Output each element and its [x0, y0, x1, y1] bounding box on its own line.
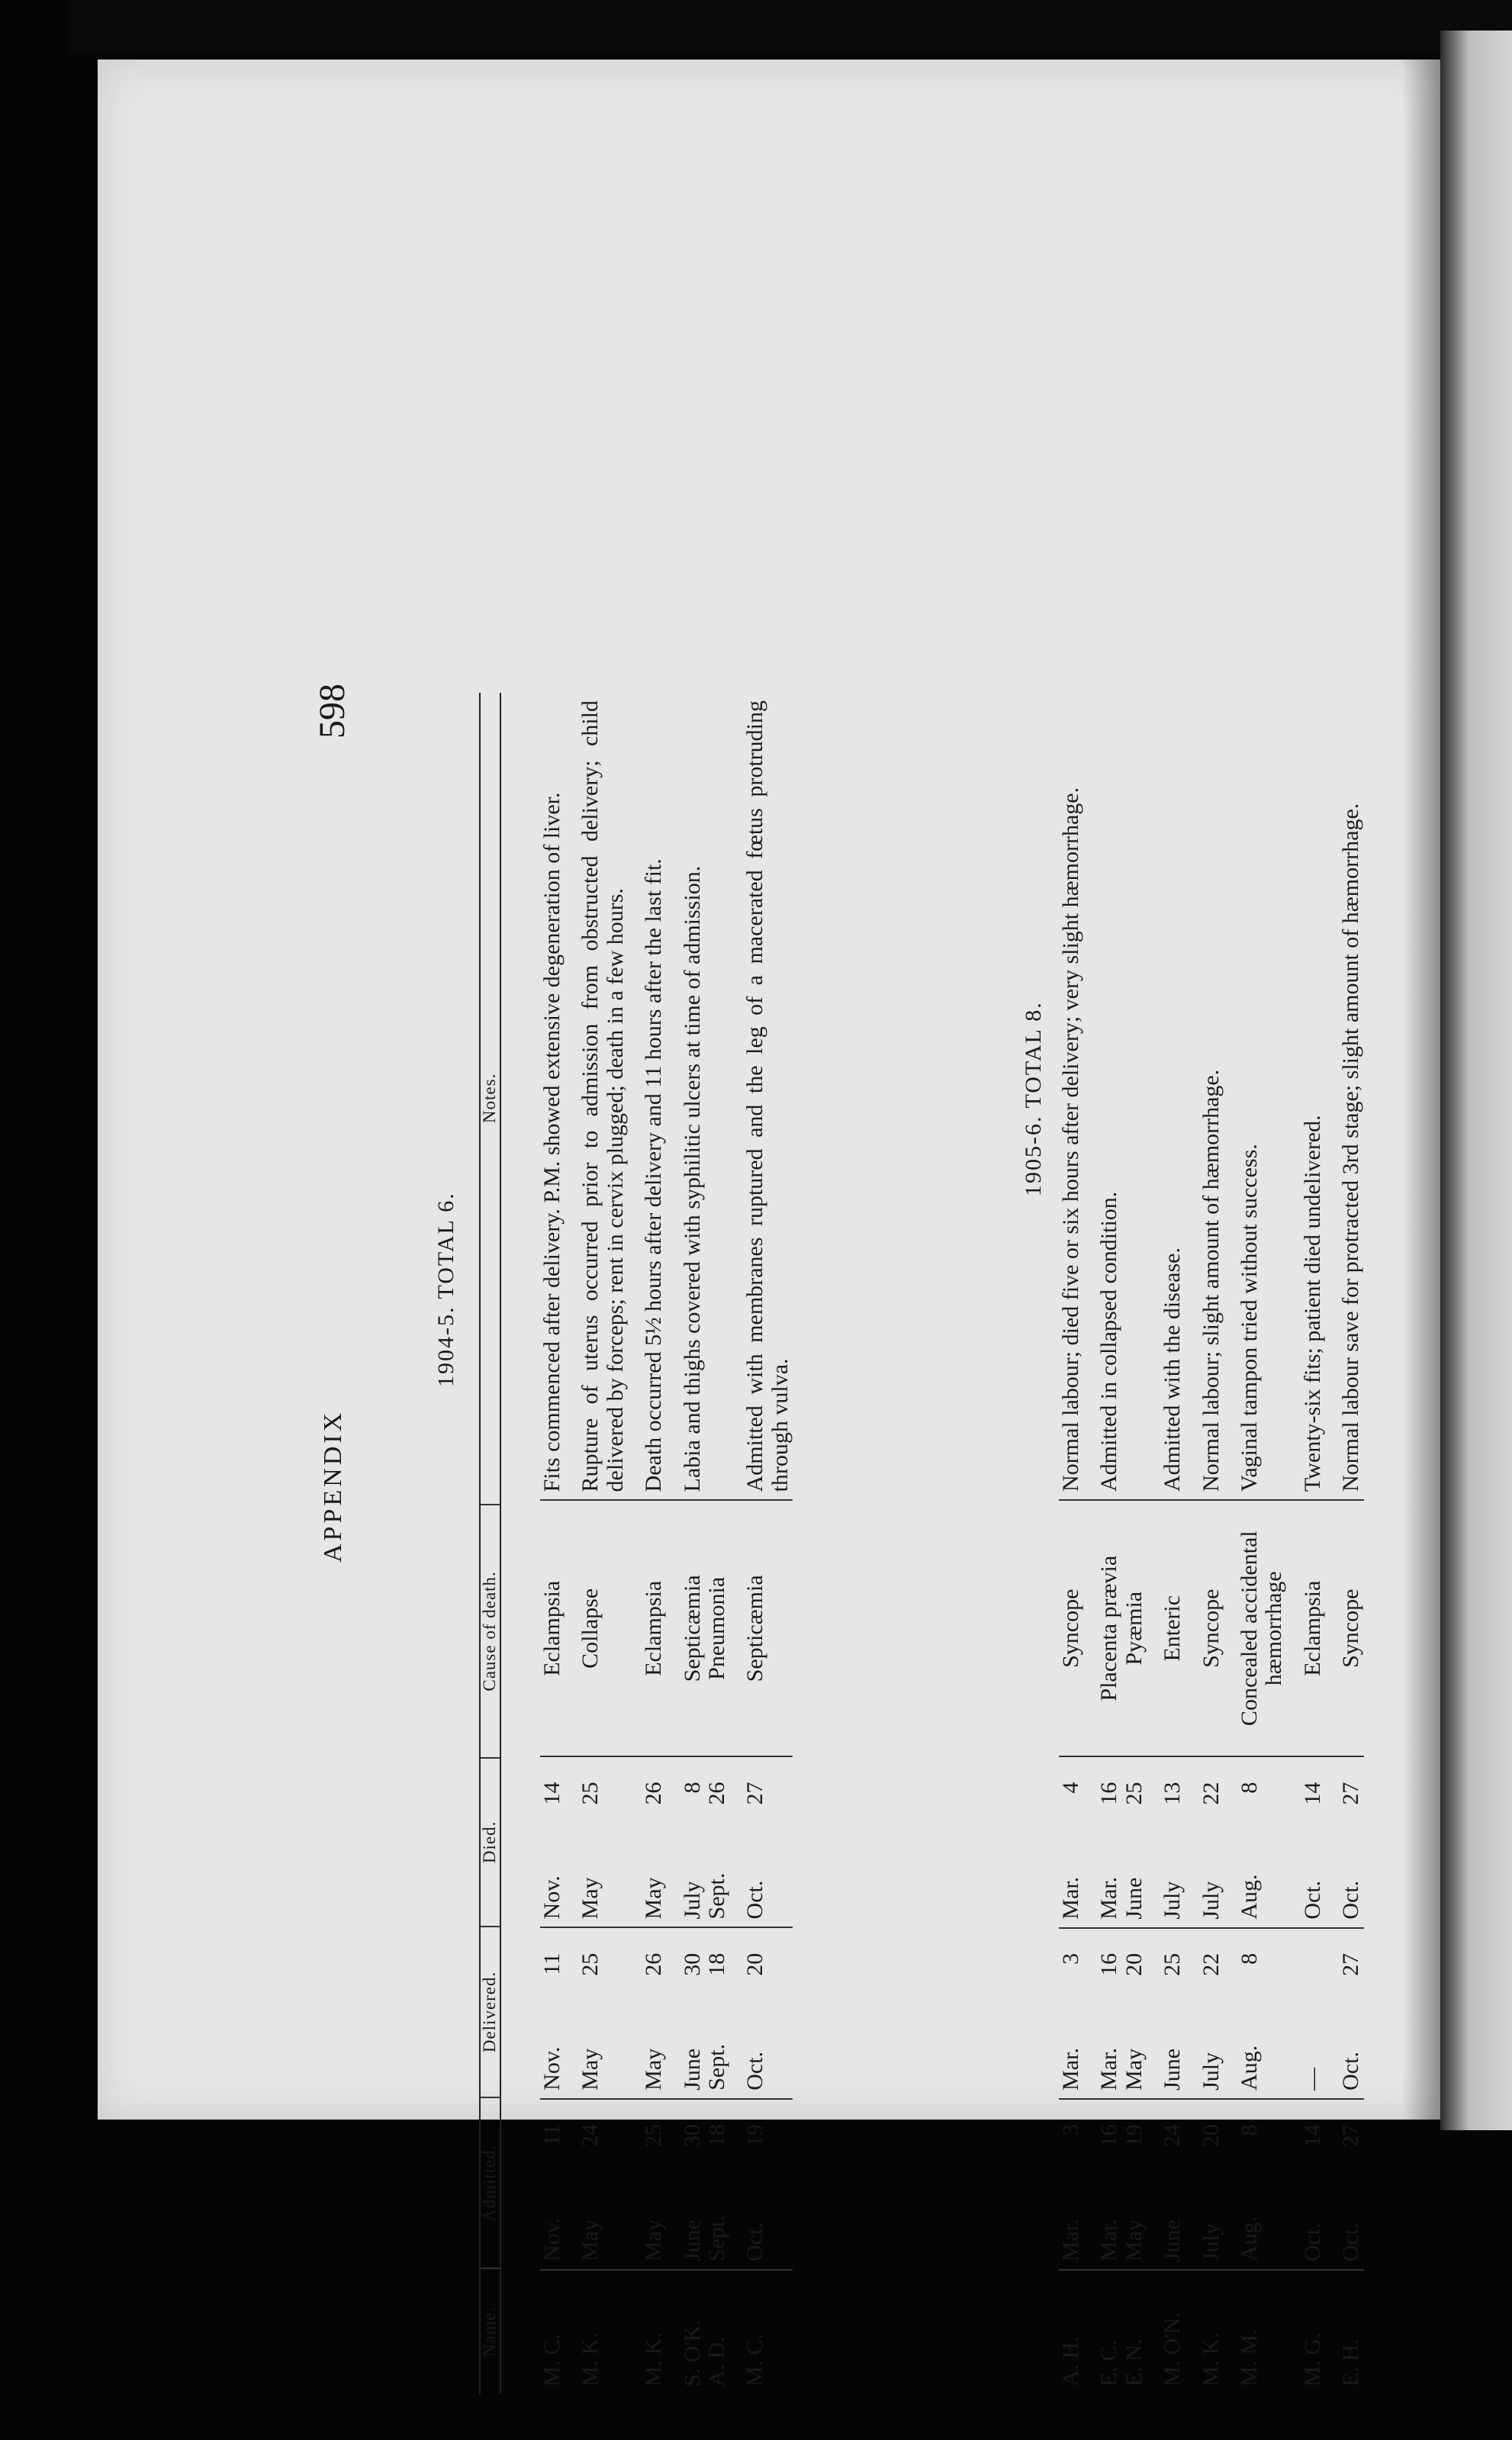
cell-admitted-month: May — [1121, 2219, 1147, 2262]
cell-admitted-month: Mar. — [1058, 2219, 1083, 2262]
cell-cause: Concealed accidental hæmorrhage — [1224, 1500, 1287, 1756]
cell-name: E. C. — [1096, 2340, 1122, 2387]
cell-notes: Normal labour save for protracted 3rd stage; slight amount of hæmorrhage. — [1325, 693, 1363, 1500]
column-headers — [479, 693, 501, 2394]
cell-notes: Admitted with the disease. — [1147, 693, 1185, 1500]
cell-admitted — [1122, 2099, 1147, 2270]
table-row — [705, 693, 729, 2394]
cell-died-day: 22 — [1198, 1782, 1224, 1805]
cell-delivered-month: June — [679, 2048, 705, 2091]
cell-delivered-month: Sept. — [703, 2043, 729, 2091]
cell-name: E. H. — [1338, 2339, 1364, 2387]
cell-died — [667, 1756, 705, 1927]
cell-delivered-month: Oct. — [1338, 2052, 1364, 2091]
cell-admitted-month: June — [1160, 2219, 1185, 2262]
cell-delivered-month: Nov. — [539, 2046, 565, 2091]
cell-admitted-day: 19 — [1121, 2124, 1147, 2148]
cell-delivered — [705, 1927, 729, 2098]
cell-admitted-month: June — [679, 2219, 705, 2262]
table-row — [729, 693, 793, 2394]
cell-delivered-month: Aug. — [1236, 2045, 1262, 2091]
cell-died-month: May — [641, 1877, 667, 1920]
cell-notes: Normal labour; died five or six hours after delivery; very slight hæmorrhage. — [1059, 693, 1083, 1500]
table-row — [565, 693, 628, 2394]
cell-died-day: 4 — [1058, 1782, 1083, 1794]
cell-admitted-month: Sept. — [703, 2215, 729, 2262]
book-page — [98, 60, 1440, 2387]
cell-cause: Syncope — [1325, 1500, 1363, 1756]
cell-delivered-day: 30 — [679, 1952, 705, 1976]
table-row — [540, 693, 565, 2394]
cell-delivered — [565, 1927, 628, 2098]
cell-admitted-day: 30 — [679, 2124, 705, 2148]
cell-died — [540, 1756, 565, 1927]
cell-delivered — [628, 1927, 666, 2098]
cell-notes: Admitted in collapsed condition. — [1083, 693, 1121, 1500]
table-1905-6 — [1059, 693, 1364, 2394]
cell-delivered-day: 22 — [1198, 1952, 1224, 1976]
cell-delivered-day: 27 — [1338, 1952, 1364, 1976]
cell-delivered-month: Mar. — [1096, 2048, 1122, 2091]
cell-delivered-month: Oct. — [742, 2051, 768, 2091]
cell-died-month: Mar. — [1058, 1876, 1083, 1920]
cell-cause: Eclampsia — [540, 1500, 565, 1756]
cell-died-month: Oct. — [742, 1880, 768, 1920]
cell-admitted-month: Mar. — [1096, 2219, 1122, 2262]
cell-admitted-day: 24 — [1160, 2124, 1185, 2148]
cell-admitted-day: 3 — [1058, 2124, 1083, 2136]
cell-name: M. K. — [577, 2332, 603, 2387]
col-delivered-header: Delivered. — [480, 1927, 500, 2097]
cell-cause: Syncope — [1185, 1500, 1224, 1756]
cell-delivered — [1147, 1928, 1185, 2099]
cell-name: M. C. — [742, 2333, 768, 2387]
cell-died-day: 8 — [1236, 1782, 1262, 1794]
cell-admitted — [1287, 2099, 1325, 2270]
cell-name: S. O'K. — [679, 2319, 705, 2387]
cell-notes: Vaginal tampon tried without success. — [1224, 693, 1287, 1500]
cell-admitted — [565, 2099, 628, 2270]
cell-name: M. M. — [1236, 2329, 1262, 2387]
cell-admitted-month: May — [577, 2219, 603, 2262]
cell-died-month: May — [577, 1877, 603, 1920]
cell-died-day: 25 — [577, 1782, 603, 1805]
cell-died-day: 26 — [641, 1782, 667, 1805]
cell-admitted-month: May — [641, 2219, 667, 2262]
cell-admitted-day: 11 — [539, 2124, 565, 2146]
cell-notes: Rupture of uterus occurred prior to admission from obstructed delivery; child delivered by forceps; rent in cervix plugged; death in a few hours. — [565, 693, 628, 1500]
cell-admitted — [705, 2099, 729, 2270]
cell-admitted-month: Oct. — [742, 2223, 768, 2262]
cell-admitted-month: Nov. — [539, 2217, 565, 2262]
scan-top-edge — [69, 0, 1512, 53]
cell-admitted — [1147, 2099, 1185, 2270]
cell-admitted-day: 8 — [1236, 2124, 1262, 2136]
cell-died — [628, 1756, 666, 1927]
table-row — [628, 693, 666, 2394]
col-admitted-header: Admitted. — [480, 2097, 500, 2268]
cell-admitted-day: 18 — [703, 2124, 729, 2148]
cell-cause: Enteric — [1147, 1500, 1185, 1756]
cell-delivered-day: 3 — [1058, 1952, 1083, 1965]
cell-admitted-day: 25 — [641, 2124, 667, 2148]
cell-delivered-day: 16 — [1096, 1952, 1122, 1976]
cell-delivered — [1325, 1928, 1363, 2099]
section-1905-title: 1905-6. TOTAL 8. — [1021, 1001, 1046, 1196]
cell-delivered-month: — — [1299, 2067, 1325, 2091]
cell-delivered-month: May — [641, 2048, 667, 2091]
cell-name: M. K. — [641, 2332, 667, 2387]
cell-notes — [1122, 693, 1147, 1500]
cell-notes: Labia and thighs covered with syphilitic ulcers at time of admission. — [667, 693, 705, 1500]
cell-admitted — [1185, 2099, 1224, 2270]
cell-admitted — [1224, 2099, 1287, 2270]
cell-admitted-day: 27 — [1338, 2124, 1364, 2148]
table-row — [1122, 693, 1147, 2394]
col-notes-header: Notes. — [480, 693, 500, 1505]
cell-died — [1185, 1756, 1224, 1927]
table-1904-5 — [540, 693, 793, 2394]
table-row — [1083, 693, 1121, 2394]
cell-died-month: Nov. — [539, 1875, 565, 1920]
cell-died-day: 26 — [703, 1782, 729, 1805]
cell-name: A. D. — [703, 2336, 729, 2387]
cell-admitted-month: July — [1198, 2223, 1224, 2262]
col-died-header: Died. — [480, 1758, 500, 1927]
cell-died-month: Oct. — [1299, 1880, 1325, 1920]
cell-died-day: 25 — [1121, 1782, 1147, 1805]
table-row — [1059, 693, 1083, 2394]
running-head: APPENDIX — [319, 1409, 347, 1563]
cell-died — [1059, 1756, 1083, 1927]
cell-delivered-day: 20 — [742, 1952, 768, 1976]
cell-admitted-day: 19 — [742, 2124, 768, 2148]
cell-delivered-day: 8 — [1236, 1952, 1262, 1965]
cell-name: M. G. — [1299, 2332, 1325, 2387]
cell-delivered-month: May — [577, 2048, 603, 2091]
cell-delivered-day: 20 — [1121, 1952, 1147, 1976]
cell-admitted-day: 16 — [1096, 2124, 1122, 2148]
cell-delivered — [1083, 1928, 1121, 2099]
cell-cause: Collapse — [565, 1500, 628, 1756]
cell-delivered — [1287, 1928, 1325, 2099]
cell-delivered-day: 25 — [577, 1952, 603, 1976]
cell-admitted — [667, 2099, 705, 2270]
cell-delivered-month: Mar. — [1058, 2048, 1083, 2091]
cell-died-month: Mar. — [1096, 1876, 1122, 1920]
cell-notes: Normal labour; slight amount of hæmorrhage. — [1185, 693, 1224, 1500]
cell-admitted-month: Oct. — [1338, 2223, 1364, 2262]
cell-delivered-day: 25 — [1160, 1952, 1185, 1976]
cell-died — [1147, 1756, 1185, 1927]
cell-delivered-day: 18 — [703, 1952, 729, 1976]
cell-notes: Death occurred 5½ hours after delivery and 11 hours after the last fit. — [628, 693, 666, 1500]
cell-died — [1325, 1756, 1363, 1927]
cell-delivered — [540, 1927, 565, 2098]
cell-admitted — [628, 2099, 666, 2270]
cell-admitted-day: 14 — [1299, 2124, 1325, 2148]
cell-cause: Pyæmia — [1122, 1500, 1147, 1756]
cell-admitted-month: Oct. — [1299, 2223, 1325, 2262]
rotated-content — [304, 563, 1417, 2440]
cell-notes — [705, 693, 729, 1500]
cell-delivered — [667, 1927, 705, 2098]
cell-died — [1122, 1756, 1147, 1927]
cell-cause: Placenta prævia — [1083, 1500, 1121, 1756]
cell-admitted — [1083, 2099, 1121, 2270]
cell-died-day: 14 — [539, 1782, 565, 1805]
cell-delivered — [1224, 1928, 1287, 2099]
cell-name: M. C. — [539, 2333, 565, 2387]
cell-died-month: July — [1160, 1881, 1185, 1920]
cell-cause: Pneumonia — [705, 1500, 729, 1756]
table-row — [1147, 693, 1185, 2394]
cell-name: M. O'N. — [1160, 2312, 1185, 2387]
cell-died-month: Aug. — [1236, 1874, 1262, 1920]
cell-died-day: 16 — [1096, 1782, 1122, 1805]
cell-died-day: 8 — [679, 1782, 705, 1794]
cell-died — [1224, 1756, 1287, 1927]
cell-cause: Septicæmia — [729, 1500, 793, 1756]
cell-died — [1083, 1756, 1121, 1927]
cell-admitted-month: Aug. — [1236, 2216, 1262, 2262]
col-cause-header: Cause of death. — [480, 1505, 500, 1758]
cell-delivered-month: June — [1160, 2048, 1185, 2091]
cell-admitted — [729, 2099, 793, 2270]
cell-name: M. K. — [1198, 2332, 1224, 2387]
table-row — [1287, 693, 1325, 2394]
cell-died — [729, 1756, 793, 1927]
cell-delivered-month: July — [1198, 2052, 1224, 2091]
cell-delivered — [1122, 1928, 1147, 2099]
table-row — [1224, 693, 1287, 2394]
cell-name: E. N. — [1121, 2339, 1147, 2387]
cell-cause: Septicæmia — [667, 1500, 705, 1756]
table-row — [1325, 693, 1363, 2394]
cell-notes: Fits commenced after delivery. P.M. showed extensive degeneration of liver. — [540, 693, 565, 1500]
col-name-header: Name. — [480, 2268, 500, 2394]
cell-admitted — [1059, 2099, 1083, 2270]
cell-admitted — [1325, 2099, 1363, 2270]
table-row — [1185, 693, 1224, 2394]
cell-died-month: Oct. — [1338, 1880, 1364, 1920]
cell-admitted-day: 24 — [577, 2124, 603, 2148]
cell-cause: Eclampsia — [628, 1500, 666, 1756]
cell-died — [565, 1756, 628, 1927]
cell-died-day: 14 — [1299, 1782, 1325, 1805]
cell-died-month: July — [1198, 1881, 1224, 1920]
scan-right-edge — [1440, 31, 1512, 2130]
cell-name: A. H. — [1058, 2336, 1083, 2387]
cell-died — [1287, 1756, 1325, 1927]
cell-died-day: 27 — [1338, 1782, 1364, 1805]
cell-notes: Admitted with membranes ruptured and the leg of a macerated fœtus protruding through vulva. — [729, 693, 793, 1500]
table-row — [667, 693, 705, 2394]
cell-cause: Eclampsia — [1287, 1500, 1325, 1756]
cell-delivered-day: 26 — [641, 1952, 667, 1976]
cell-notes: Twenty-six fits; patient died undelivered. — [1287, 693, 1325, 1500]
cell-died-month: July — [679, 1881, 705, 1920]
page-number: 598 — [312, 684, 352, 739]
cell-admitted-day: 20 — [1198, 2124, 1224, 2148]
cell-cause: Syncope — [1059, 1500, 1083, 1756]
cell-died-month: Sept. — [703, 1872, 729, 1920]
cell-delivered-day: 11 — [539, 1952, 565, 1975]
cell-delivered-month: May — [1121, 2048, 1147, 2091]
cell-died-month: June — [1121, 1877, 1147, 1920]
cell-admitted — [540, 2099, 565, 2270]
cell-died-day: 27 — [742, 1782, 768, 1805]
cell-delivered — [729, 1927, 793, 2098]
cell-delivered — [1185, 1928, 1224, 2099]
cell-delivered — [1059, 1928, 1083, 2099]
section-1904-title: 1904-5. TOTAL 6. — [433, 1192, 458, 1387]
cell-died-day: 13 — [1160, 1782, 1185, 1805]
cell-died — [705, 1756, 729, 1927]
